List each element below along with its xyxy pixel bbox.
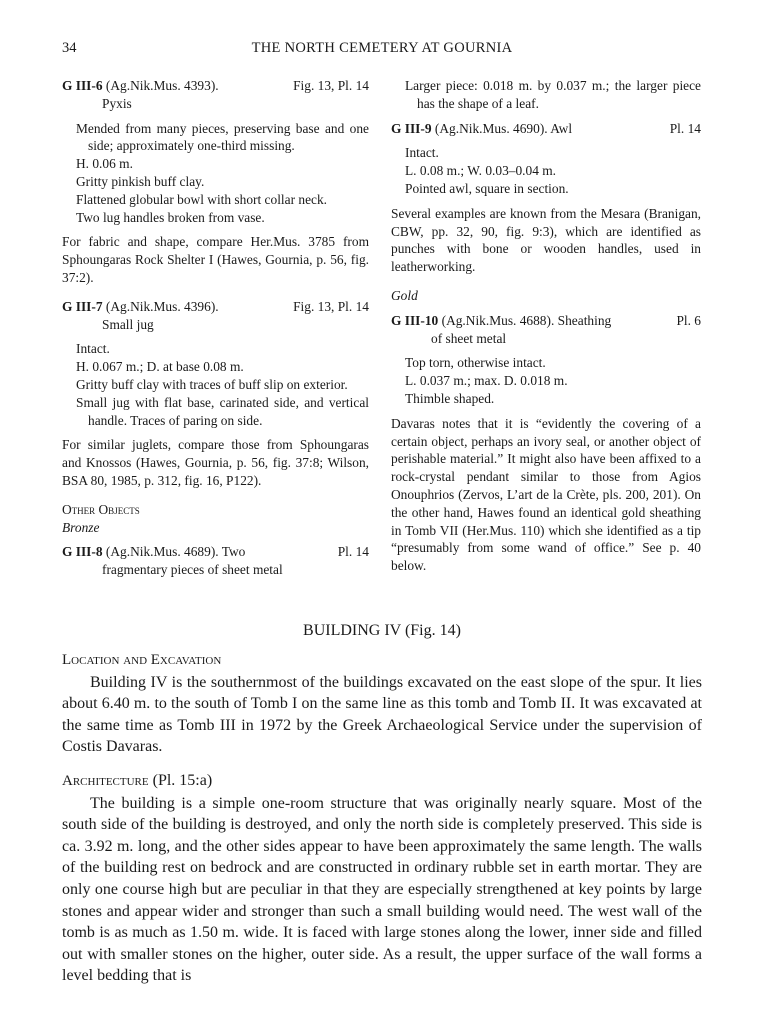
museum-ref: (Ag.Nik.Mus. 4688). Sheathing [441, 312, 612, 328]
entry-name: of sheet metal [431, 330, 507, 346]
figure-ref: Pl. 14 [669, 120, 701, 136]
entry-g3-9 [391, 120, 701, 276]
entry-description [391, 354, 701, 407]
entry-heading [62, 77, 369, 95]
entry-heading [62, 298, 369, 316]
desc-line: L. 0.037 m.; max. D. 0.018 m. [405, 373, 568, 389]
entry-g3-6 [62, 77, 369, 287]
entry-comment: For fabric and shape, compare Her.Mus. 3785 from Sphoungaras Rock Shelter I (Hawes, Gournia, p. 56, fig. 37:2). [62, 234, 369, 285]
entry-heading [62, 543, 369, 561]
entry-comment: For similar juglets, compare those from Sphoungaras and Knossos (Hawes, Gournia, p. 56, fig. 37:8; Wilson, BSA 80, 1985, p. 312, fig. 16, P122). [62, 437, 369, 488]
entry-comment: Davaras notes that it is “evidently the covering of a certain object, perhaps an ivory seal, or another object of perishable material.” It might also have been affixed to a rock-crystal pendant similar to those from Agios Onouphrios (Zervos, L’art de la Crète, pls. 200, 201). On the other hand, Hawes found an identical gold sheathing in Tomb VII (Her.Mus. 110) which she identified as a tip “presumably from some wand of office.” See p. 40 below. [391, 415, 701, 574]
entry-number: G III-9 [391, 120, 432, 136]
entry-description [62, 340, 369, 429]
location-paragraph: Building IV is the southernmost of the buildings excavated on the east slope of the spur. It lies about 6.40 m. to the south of Tomb I on the same line as this tomb and Tomb II. It was excavated at the same time as Tomb III in 1972 by the Greek Archaeological Service under the supervision of Costis Davaras. [62, 673, 702, 756]
desc-line: Flattened globular bowl with short collar neck. [76, 191, 328, 207]
left-column [62, 77, 369, 579]
entry-name: Pyxis [102, 95, 132, 111]
page-number: 34 [62, 40, 77, 56]
architecture-section [62, 770, 702, 987]
desc-line: Intact. [76, 341, 110, 357]
entry-g3-7 [62, 298, 369, 490]
subheading-gold: Gold [391, 287, 418, 303]
desc-line: L. 0.08 m.; W. 0.03–0.04 m. [405, 163, 557, 179]
location-section [62, 650, 702, 758]
running-title: THE NORTH CEMETERY AT GOURNIA [251, 40, 513, 56]
desc-line: Top torn, otherwise intact. [405, 355, 546, 371]
desc-line: Larger piece: 0.018 m. by 0.037 m.; the larger piece has the shape of a leaf. [405, 78, 701, 111]
right-column [391, 77, 701, 575]
desc-line: Thimble shaped. [405, 390, 495, 406]
entry-heading [391, 120, 701, 138]
section-heading-other-objects: Other Objects [62, 501, 140, 517]
plate-ref: (Pl. 15:a) [152, 772, 213, 789]
figure-ref: Fig. 13, Pl. 14 [293, 78, 369, 93]
entry-description [391, 144, 701, 197]
entry-number: G III-10 [391, 312, 439, 328]
museum-ref: (Ag.Nik.Mus. 4689). Two [105, 544, 246, 560]
building-title: BUILDING IV (Fig. 14) [303, 622, 461, 639]
desc-line: Pointed awl, square in section. [405, 180, 569, 196]
entry-comment: Several examples are known from the Mesara (Branigan, CBW, pp. 32, 90, fig. 9:3), which are identified as punches with bone or wooden handles, used in leatherworking. [391, 205, 701, 275]
desc-line: Gritty pinkish buff clay. [76, 173, 205, 189]
entry-g3-10 [391, 312, 701, 575]
desc-line: Intact. [405, 145, 439, 161]
museum-ref: (Ag.Nik.Mus. 4393). [105, 78, 219, 93]
architecture-heading: Architecture [62, 773, 149, 789]
entry-g3-8-continuation [391, 77, 701, 113]
subheading-bronze: Bronze [62, 519, 100, 535]
figure-ref: Pl. 6 [676, 312, 701, 328]
desc-line: Gritty buff clay with traces of buff slip on exterior. [76, 376, 348, 392]
entry-g3-8 [62, 543, 369, 579]
museum-ref: (Ag.Nik.Mus. 4690). Awl [434, 120, 573, 136]
entry-number: G III-7 [62, 298, 103, 314]
figure-ref: Pl. 14 [337, 544, 369, 560]
entry-description [62, 120, 369, 227]
entry-heading [391, 312, 701, 330]
desc-line: H. 0.067 m.; D. at base 0.08 m. [76, 359, 244, 375]
figure-ref: Fig. 13, Pl. 14 [293, 298, 369, 314]
desc-line: Small jug with flat base, carinated side, and vertical handle. Traces of paring on side. [76, 394, 369, 428]
entry-name: fragmentary pieces of sheet metal [102, 562, 283, 578]
entry-number: G III-6 [62, 78, 103, 93]
museum-ref: (Ag.Nik.Mus. 4396). [105, 298, 219, 314]
location-heading: Location and Excavation [62, 652, 222, 668]
page-header [62, 40, 702, 60]
architecture-paragraph: The building is a simple one-room structure that was originally nearly square. Most of the south side of the building is destroyed, and only the north side is completely preserved. This side is ca. 3.92 m. long, and the other sides appear to have been approximately the same length. The walls of the building rest on bedrock and are constructed in ordinary rubble set in earth mortar. They are only one course high but are peculiar in that they are especially strengthened at key points by large stones and appear wider and stronger than such a small building would need. The west wall of the tomb is as much as 1.50 m. wide. It is faced with large stones along the lower, inner side and filled out with smaller stones on the higher, outer side. As a result, the upper surface of the wall forms a level bedding that is [62, 794, 702, 985]
desc-line: Mended from many pieces, preserving base and one side; approximately one-third missing. [76, 120, 369, 154]
desc-line: H. 0.06 m. [76, 156, 133, 172]
entry-number: G III-8 [62, 544, 103, 560]
architecture-heading-line [62, 770, 702, 793]
desc-line: Two lug handles broken from vase. [76, 209, 265, 225]
entry-name: Small jug [102, 316, 154, 332]
